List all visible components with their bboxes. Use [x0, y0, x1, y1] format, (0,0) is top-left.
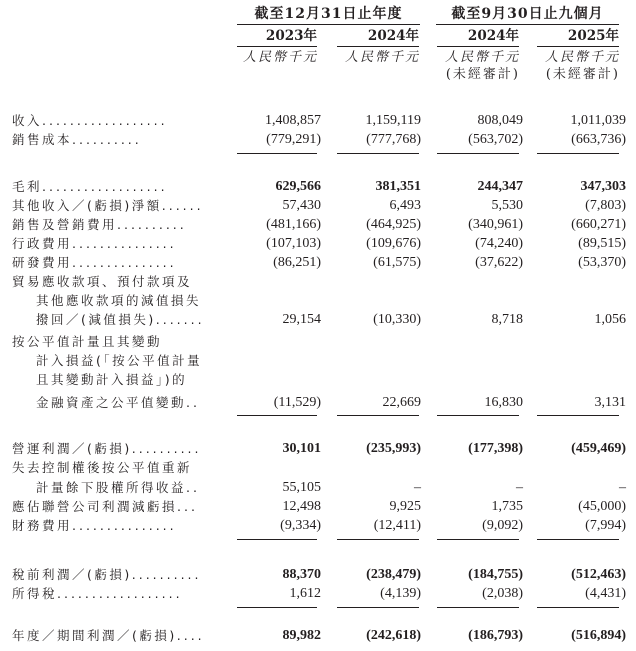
cell-value: (37,622)	[475, 255, 523, 270]
leader-dots: ..................	[57, 586, 183, 601]
leader-dots: ..................	[42, 179, 168, 194]
cell-value: 12,498	[282, 499, 321, 514]
cell-value: 1,735	[491, 499, 523, 514]
leader-dots: ...............	[72, 236, 177, 251]
table-row-revenue	[0, 112, 636, 130]
cell-value: 9,925	[389, 499, 421, 514]
table-row-impairment-line1	[0, 273, 636, 291]
cell-value: (184,755)	[468, 567, 523, 582]
cell-value: (11,529)	[273, 395, 321, 410]
cell-value: 89,982	[282, 628, 321, 643]
unit-text: 人民幣千元	[344, 50, 420, 65]
subtotal-rule	[437, 539, 519, 540]
cell-value: 1,408,857	[265, 113, 321, 128]
unit-label-col2	[328, 49, 420, 66]
cell-value: (516,894)	[571, 628, 626, 643]
cell-value: 16,830	[484, 395, 523, 410]
leader-dots: ..........	[131, 567, 202, 582]
table-row-remeasurement-gain	[0, 479, 636, 497]
row-label: 財務費用	[12, 518, 73, 533]
row-label: 其他應收款項的減值損失	[36, 293, 202, 308]
cell-value: (109,676)	[366, 236, 421, 251]
cell-value: (459,469)	[571, 441, 626, 456]
leader-dots: ..........	[131, 441, 202, 456]
unaudited-note: (未經審計)	[545, 67, 620, 82]
row-label: 收入	[12, 113, 43, 128]
subtotal-rule	[537, 153, 619, 154]
row-label: 稅前利潤／(虧損)	[12, 567, 132, 582]
row-label: 銷售成本	[12, 132, 73, 147]
leader-dots: ..	[186, 395, 200, 410]
subtotal-rule	[237, 415, 317, 416]
unit-text: 人民幣千元	[544, 50, 620, 65]
cell-value: (2,038)	[482, 586, 523, 601]
cell-value: (238,479)	[366, 567, 421, 582]
cell-value: 3,131	[594, 395, 626, 410]
cell-value: 1,612	[289, 586, 321, 601]
row-label: 應佔聯營公司利潤減虧損	[12, 499, 178, 514]
cell-value: (186,793)	[468, 628, 523, 643]
table-row-operating-profit	[0, 440, 636, 458]
year-header-2024-fy: 2024年	[337, 27, 419, 47]
unit-label-col4	[528, 49, 620, 83]
unit-text: 人民幣千元	[242, 50, 318, 65]
leader-dots: ......	[161, 198, 204, 213]
leader-dots: ..................	[42, 113, 168, 128]
leader-dots: ...............	[72, 255, 177, 270]
cell-value: –	[516, 480, 523, 495]
cell-value: (61,575)	[373, 255, 421, 270]
cell-value: (340,961)	[468, 217, 523, 232]
row-label: 按公平值計量且其變動	[12, 334, 163, 349]
table-row-rnd-expenses	[0, 254, 636, 272]
subtotal-rule	[437, 607, 519, 608]
unit-text: 人民幣千元	[444, 50, 520, 65]
table-row-fair-value-changes	[0, 394, 636, 412]
subtotal-rule	[337, 153, 419, 154]
row-label: 其他收入／(虧損)淨額	[12, 198, 162, 213]
cell-value: 29,154	[282, 312, 321, 327]
cell-value: (242,618)	[366, 628, 421, 643]
table-row-fvtpl-line3	[0, 371, 636, 389]
row-label: 毛利	[12, 179, 43, 194]
cell-value: 244,347	[477, 179, 523, 194]
unit-label-col1	[228, 49, 318, 66]
cell-value: (779,291)	[266, 132, 321, 147]
subtotal-rule	[237, 153, 317, 154]
row-label: 行政費用	[12, 236, 73, 251]
cell-value: (86,251)	[273, 255, 321, 270]
leader-dots: ....	[176, 628, 205, 643]
year-header-2025-9m: 2025年	[537, 27, 619, 47]
cell-value: (9,092)	[482, 518, 523, 533]
cell-value: (235,993)	[366, 441, 421, 456]
cell-value: (74,240)	[475, 236, 523, 251]
cell-value: (53,370)	[578, 255, 626, 270]
cell-value: (177,398)	[468, 441, 523, 456]
cell-value: 1,056	[594, 312, 626, 327]
cell-value: 6,493	[389, 198, 421, 213]
unit-label-col3	[428, 49, 520, 83]
subtotal-rule	[537, 415, 619, 416]
cell-value: (7,803)	[585, 198, 626, 213]
table-row-net-profit	[0, 627, 636, 645]
leader-dots: ..........	[117, 217, 187, 232]
subtotal-rule	[237, 539, 317, 540]
cell-value: (777,768)	[366, 132, 421, 147]
cell-value: (9,334)	[280, 518, 321, 533]
table-row-other-income	[0, 197, 636, 215]
cell-value: (464,925)	[366, 217, 421, 232]
cell-value: (107,103)	[266, 236, 321, 251]
year-header-2024-9m: 2024年	[437, 27, 519, 47]
row-label: 貿易應收款項、預付款項及	[12, 274, 193, 289]
cell-value: –	[619, 480, 626, 495]
cell-value: (4,431)	[585, 586, 626, 601]
row-label: 年度／期間利潤／(虧損)	[12, 628, 177, 643]
row-label: 撥回／(減值損失)	[36, 312, 156, 327]
leader-dots: ...	[177, 499, 198, 514]
table-row-share-of-associates	[0, 498, 636, 516]
year-header-2023: 2023年	[237, 27, 317, 47]
cell-value: 347,303	[580, 179, 626, 194]
cell-value: –	[414, 480, 421, 495]
subtotal-rule	[537, 539, 619, 540]
cell-value: (89,515)	[578, 236, 626, 251]
cell-value: (663,736)	[571, 132, 626, 147]
row-label: 計量餘下股權所得收益	[36, 480, 187, 495]
cell-value: (10,330)	[373, 312, 421, 327]
cell-value: 88,370	[282, 567, 321, 582]
table-row-admin-expenses	[0, 235, 636, 253]
cell-value: (45,000)	[578, 499, 626, 514]
cell-value: 5,530	[491, 198, 523, 213]
cell-value: (481,166)	[266, 217, 321, 232]
row-label: 營運利潤／(虧損)	[12, 441, 132, 456]
cell-value: (12,411)	[373, 518, 421, 533]
cell-value: (4,139)	[380, 586, 421, 601]
subtotal-rule	[437, 415, 519, 416]
header-group-nine-months: 截至9月30日止九個月	[436, 4, 619, 25]
table-row-profit-before-tax	[0, 566, 636, 584]
cell-value: 55,105	[282, 480, 321, 495]
cell-value: 1,159,119	[365, 113, 421, 128]
table-row-finance-costs	[0, 517, 636, 535]
leader-dots: ...............	[72, 518, 177, 533]
cell-value: (512,463)	[571, 567, 626, 582]
table-row-cost-of-sales	[0, 131, 636, 149]
table-row-impairment-line2	[0, 292, 636, 310]
row-label: 且其變動計入損益」)的	[36, 372, 188, 387]
table-row-remeasurement-line1	[0, 459, 636, 477]
row-label: 所得稅	[12, 586, 58, 601]
table-row-fvtpl-line2	[0, 352, 636, 370]
subtotal-rule	[537, 607, 619, 608]
row-label: 金融資產之公平值變動	[36, 395, 187, 410]
cell-value: (660,271)	[571, 217, 626, 232]
leader-dots: ..........	[72, 132, 142, 147]
cell-value: 1,011,039	[570, 113, 626, 128]
cell-value: 30,101	[282, 441, 321, 456]
row-label: 失去控制權後按公平值重新	[12, 460, 193, 475]
subtotal-rule	[237, 607, 317, 608]
cell-value: (7,994)	[585, 518, 626, 533]
subtotal-rule	[437, 153, 519, 154]
cell-value: 629,566	[275, 179, 321, 194]
cell-value: 381,351	[375, 179, 421, 194]
table-row-fvtpl-line1	[0, 333, 636, 351]
row-label: 計入損益(「按公平值計量	[36, 353, 203, 368]
subtotal-rule	[337, 415, 419, 416]
cell-value: (563,702)	[468, 132, 523, 147]
table-row-selling-expenses	[0, 216, 636, 234]
row-label: 銷售及營銷費用	[12, 217, 118, 232]
leader-dots: ..	[186, 480, 200, 495]
leader-dots: .......	[155, 312, 205, 327]
table-row-impairment-reversal	[0, 311, 636, 329]
cell-value: 57,430	[282, 198, 321, 213]
header-group-year-ended: 截至12月31日止年度	[237, 4, 420, 25]
subtotal-rule	[337, 607, 419, 608]
table-row-gross-profit	[0, 178, 636, 196]
cell-value: 22,669	[382, 395, 421, 410]
cell-value: 8,718	[491, 312, 523, 327]
table-row-income-tax	[0, 585, 636, 603]
subtotal-rule	[337, 539, 419, 540]
unaudited-note: (未經審計)	[445, 67, 520, 82]
cell-value: 808,049	[477, 113, 523, 128]
row-label: 研發費用	[12, 255, 73, 270]
